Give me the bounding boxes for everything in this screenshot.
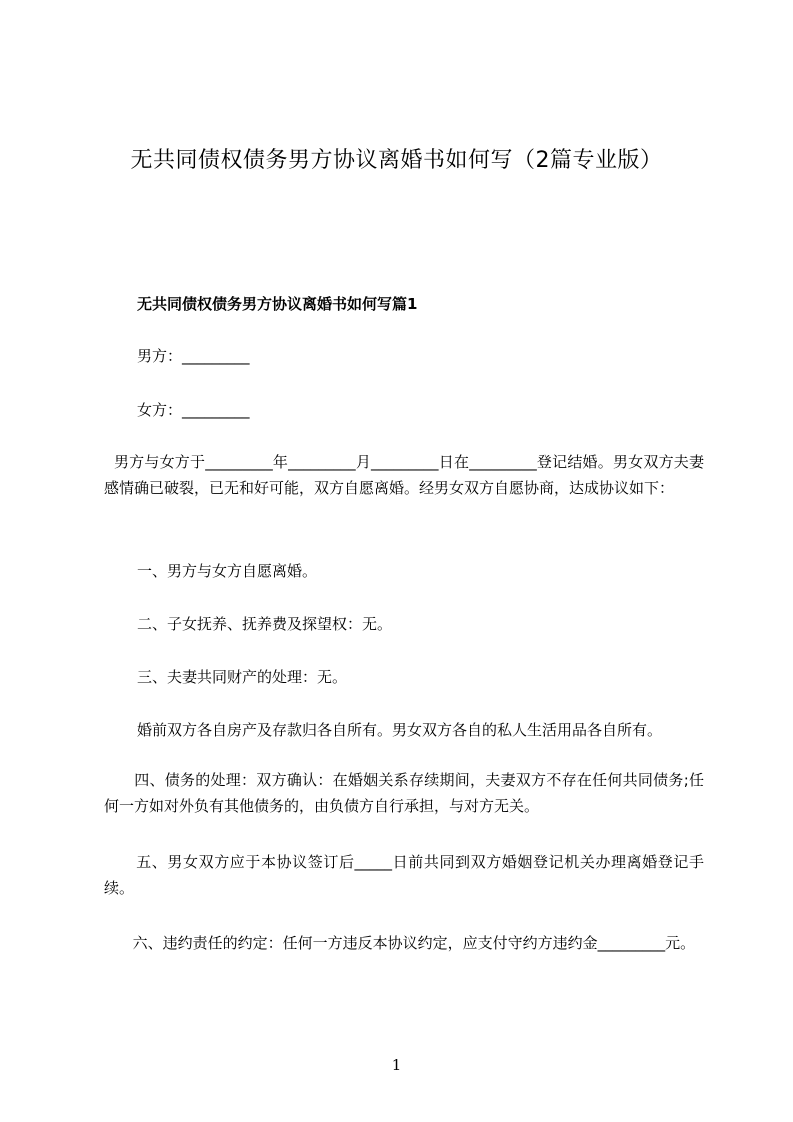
section-title: 无共同债权债务男方协议离婚书如何写篇1 xyxy=(137,295,418,313)
clause-1: 一、男方与女方自愿离婚。 xyxy=(137,562,318,580)
female-party-line: 女方：_________ xyxy=(137,401,250,419)
male-party-line: 男方：_________ xyxy=(137,347,250,365)
clause-2: 二、子女抚养、抚养费及探望权：无。 xyxy=(137,615,393,633)
clause-3: 三、夫妻共同财产的处理：无。 xyxy=(137,668,348,686)
intro-paragraph: 男方与女方于_________年_________月_________日在_________登记结婚。男女双方夫妻感情确已破裂，已无和好可能，双方自愿离婚。经男女双方自愿协商，达成协议如下： xyxy=(104,453,704,497)
clause-5: 五、男女双方应于本协议签订后_____日前共同到双方婚姻登记机关办理离婚登记手续。 xyxy=(104,853,705,897)
clause-6: 六、违约责任的约定：任何一方违反本协议约定，应支付守约方违约金_________元。 xyxy=(104,934,696,952)
document-title: 无共同债权债务男方协议离婚书如何写（2篇专业版） xyxy=(130,148,663,173)
property-note: 婚前双方各自房产及存款归各自所有。男女双方各自的私人生活用品各自所有。 xyxy=(137,721,663,739)
page-number: 1 xyxy=(391,1056,402,1074)
clause-4: 四、债务的处理：双方确认：在婚姻关系存续期间，夫妻双方不存在任何共同债务;任何一方如对外负有其他债务的，由负债方自行承担，与对方无关。 xyxy=(104,771,705,815)
